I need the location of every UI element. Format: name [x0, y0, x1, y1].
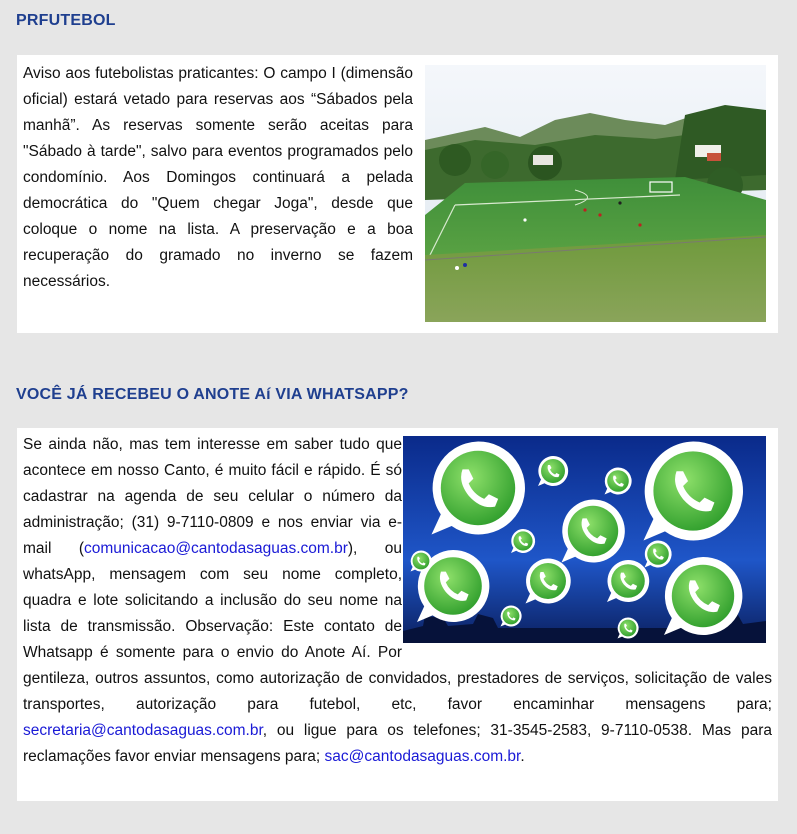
- image-spacer: [402, 432, 772, 649]
- section-title-prfutebol: PRFUTEBOL: [16, 12, 116, 29]
- email-link-comunicacao[interactable]: comunicacao@cantodasaguas.com.br: [84, 540, 348, 557]
- whatsapp-card: [17, 428, 778, 801]
- prfutebol-text: Aviso aos futebolistas praticantes: O campo I (dimensão oficial) estará vetado para reservas aos “Sábados pela manhã”. As reservas somente serão aceitas para "Sábado à tarde", salvo para eventos programados pelo condomínio. Aos Domingos continuará a pelada democrática do "Quem chegar Joga", desde que coloque o nome na lista. A preservação e a boa recuperação do gramado no inverno se fazem necessários.: [23, 65, 413, 290]
- email-link-secretaria[interactable]: secretaria@cantodasaguas.com.br: [23, 722, 263, 739]
- email-link-sac[interactable]: sac@cantodasaguas.com.br: [324, 748, 521, 765]
- soccer-field-photo: [425, 65, 766, 322]
- prfutebol-card: [17, 55, 778, 333]
- section-title-whatsapp: VOCÊ JÁ RECEBEU O ANOTE Aí VIA WHATSAPP?: [16, 386, 409, 403]
- whatsapp-text: Se ainda não, mas tem interesse em saber tudo que acontece em nosso Canto, é muito fácil e rápido. É só cadastrar na agenda de seu celular o número da administração; (31) 9-7110-0809 e nos enviar via e-mail (comunicacao@cantodasaguas.com.br), ou whatsApp, mensagem com seu nome completo, quadra e lote solicitando a inclusão do seu nome na lista de transmissão. Observação: Este contato de Whatsapp é somente para o envio do Anote Aí. Por gentileza, outros assuntos, como autorização de convidados, prestadores de serviços, solicitação de vales transportes, autorização para futebol, etc, favor encaminhar mensagens para; secretaria@cantodasaguas.com.br, ou ligue para os telefones; 31-3545-2583, 9-7110-0538. Mas para reclamações favor enviar mensagens para; sac@cantodasaguas.com.br.: [23, 432, 772, 770]
